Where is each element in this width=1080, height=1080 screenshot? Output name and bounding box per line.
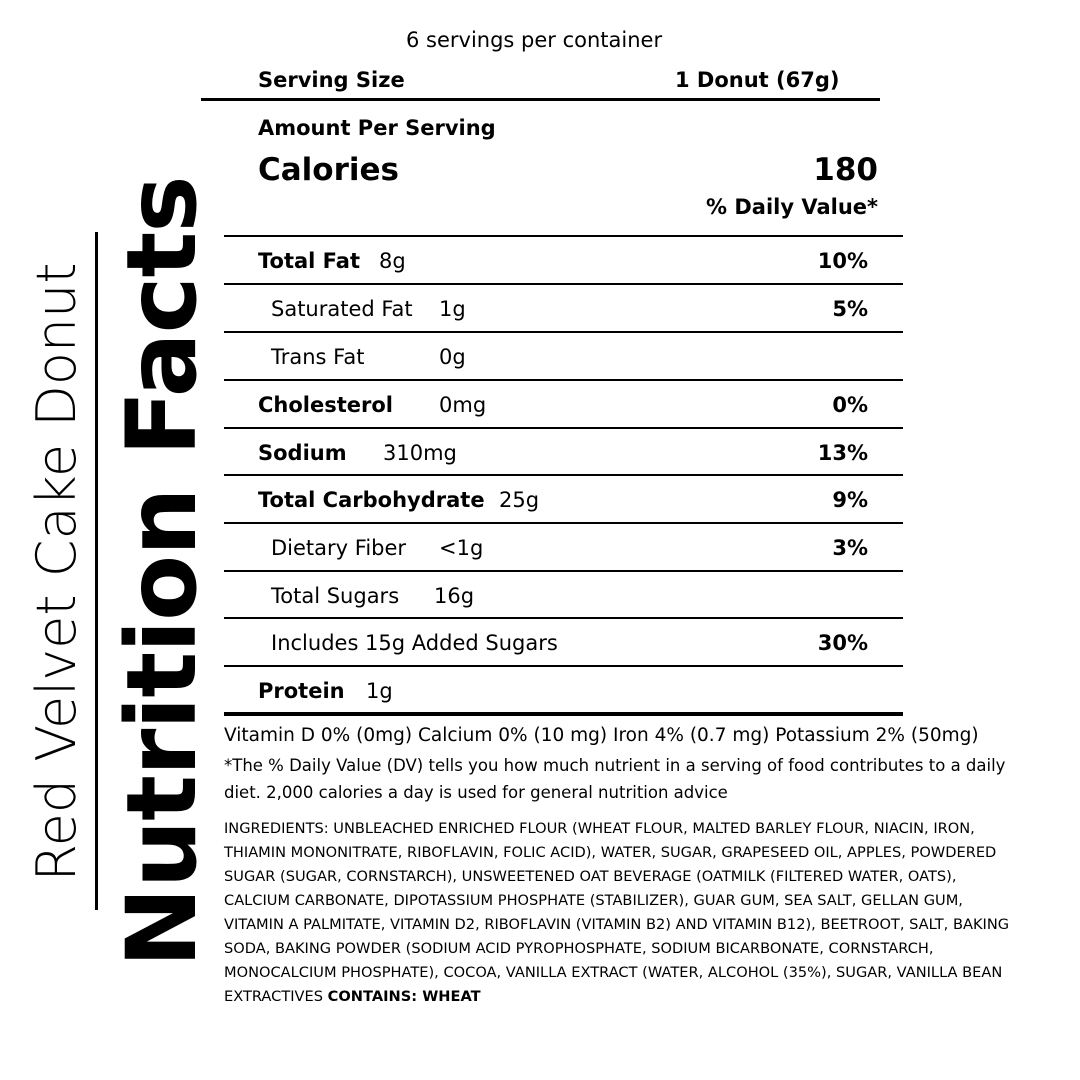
vitamins-divider xyxy=(224,712,903,716)
nutrient-amount: <1g xyxy=(439,536,484,560)
calories-value: 180 xyxy=(813,152,878,188)
nutrient-amount: 310mg xyxy=(383,441,457,465)
ingredients-list xyxy=(224,817,1024,1009)
amount-per-serving: Amount Per Serving xyxy=(258,116,496,140)
nutrient-amount: 0mg xyxy=(439,393,487,417)
nutrient-row-total-sugars xyxy=(0,572,1080,619)
product-name: Red Velvet Cake Donut xyxy=(25,262,88,882)
nutrient-dv: 9% xyxy=(832,488,868,512)
nutrient-label: Total Sugars xyxy=(271,584,400,608)
nutrient-row-total-fat xyxy=(0,237,1080,284)
nutrient-amount: 16g xyxy=(434,584,475,608)
nutrient-label: Includes 15g Added Sugars xyxy=(271,631,558,655)
nutrient-row-cholesterol xyxy=(0,381,1080,428)
nutrient-amount: 25g xyxy=(499,488,540,512)
nutrient-amount: 0g xyxy=(439,345,466,369)
nutrient-amount: 1g xyxy=(366,679,393,703)
nutrient-row-total-carbohydrate xyxy=(0,476,1080,523)
nutrient-label: Sodium xyxy=(258,441,347,465)
nutrient-label: Cholesterol xyxy=(258,393,393,417)
nutrient-dv: 10% xyxy=(817,249,868,273)
nutrient-dv: 30% xyxy=(817,631,868,655)
nutrient-amount: 1g xyxy=(439,297,466,321)
vitamins-minerals: Vitamin D 0% (0mg) Calcium 0% (10 mg) Iron 4% (0.7 mg) Potassium 2% (50mg) xyxy=(224,725,979,746)
nutrient-label: Saturated Fat xyxy=(271,297,413,321)
daily-value-footnote: *The % Daily Value (DV) tells you how much nutrient in a serving of food contributes to a daily diet. 2,000 calories a day is used for general nutrition advice xyxy=(224,756,1006,802)
nutrient-label: Protein xyxy=(258,679,345,703)
nutrient-dv: 13% xyxy=(817,441,868,465)
nutrient-dv: 0% xyxy=(832,393,868,417)
nutrient-amount: 8g xyxy=(379,249,406,273)
serving-size-divider xyxy=(201,98,880,101)
nutrient-label: Total Carbohydrate xyxy=(258,488,485,512)
serving-size-value: 1 Donut (67g) xyxy=(675,68,840,92)
daily-value-header: % Daily Value* xyxy=(706,195,878,219)
servings-per-container: 6 servings per container xyxy=(406,28,663,52)
nutrient-label: Dietary Fiber xyxy=(271,536,407,560)
allergen-contains: CONTAINS: WHEAT xyxy=(327,988,481,1005)
nutrient-label: Trans Fat xyxy=(271,345,365,369)
serving-size-label: Serving Size xyxy=(258,68,405,92)
nutrient-row-dietary-fiber xyxy=(0,524,1080,571)
nutrient-row-saturated-fat xyxy=(0,285,1080,332)
calories-label: Calories xyxy=(258,152,399,188)
ingredients-text: INGREDIENTS: UNBLEACHED ENRICHED FLOUR (WHEAT FLOUR, MALTED BARLEY FLOUR, NIACIN, IRON, THIAMIN MONONITRATE, RIBOFLAVIN, FOLIC ACID), WATER, SUGAR, GRAPESEED OIL, APPLES, POWDERED SUGAR (SUGAR, CORNSTARCH), UNSWEETENED OAT BEVERAGE (OATMILK (FILTERED WATER, OATS), CALCIUM CARBONATE, DIPOTASSIUM PHOSPHATE (STABILIZER), GUAR GUM, SEA SALT, GELLAN GUM, VITAMIN A PALMITATE, VITAMIN D2, RIBOFLAVIN (VITAMIN B2) AND VITAMIN B12), BEETROOT, SALT, BAKING SODA, BAKING POWDER (SODIUM ACID PYROPHOSPHATE, SODIUM BICARBONATE, CORNSTARCH, MONOCALCIUM PHOSPHATE), COCOA, VANILLA EXTRACT (WATER, ALCOHOL (35%), SUGAR, VANILLA BEAN EXTRACTIVES xyxy=(224,820,1010,1005)
nutrient-row-sodium xyxy=(0,429,1080,476)
nutrient-row-protein xyxy=(0,667,1080,714)
nutrient-label: Total Fat xyxy=(258,249,361,273)
nutrient-dv: 5% xyxy=(832,297,868,321)
nutrient-row-trans-fat xyxy=(0,333,1080,380)
nutrition-facts-title: Nutrition Facts xyxy=(106,176,218,968)
nutrient-row-added-sugars xyxy=(0,619,1080,666)
nutrient-dv: 3% xyxy=(832,536,868,560)
